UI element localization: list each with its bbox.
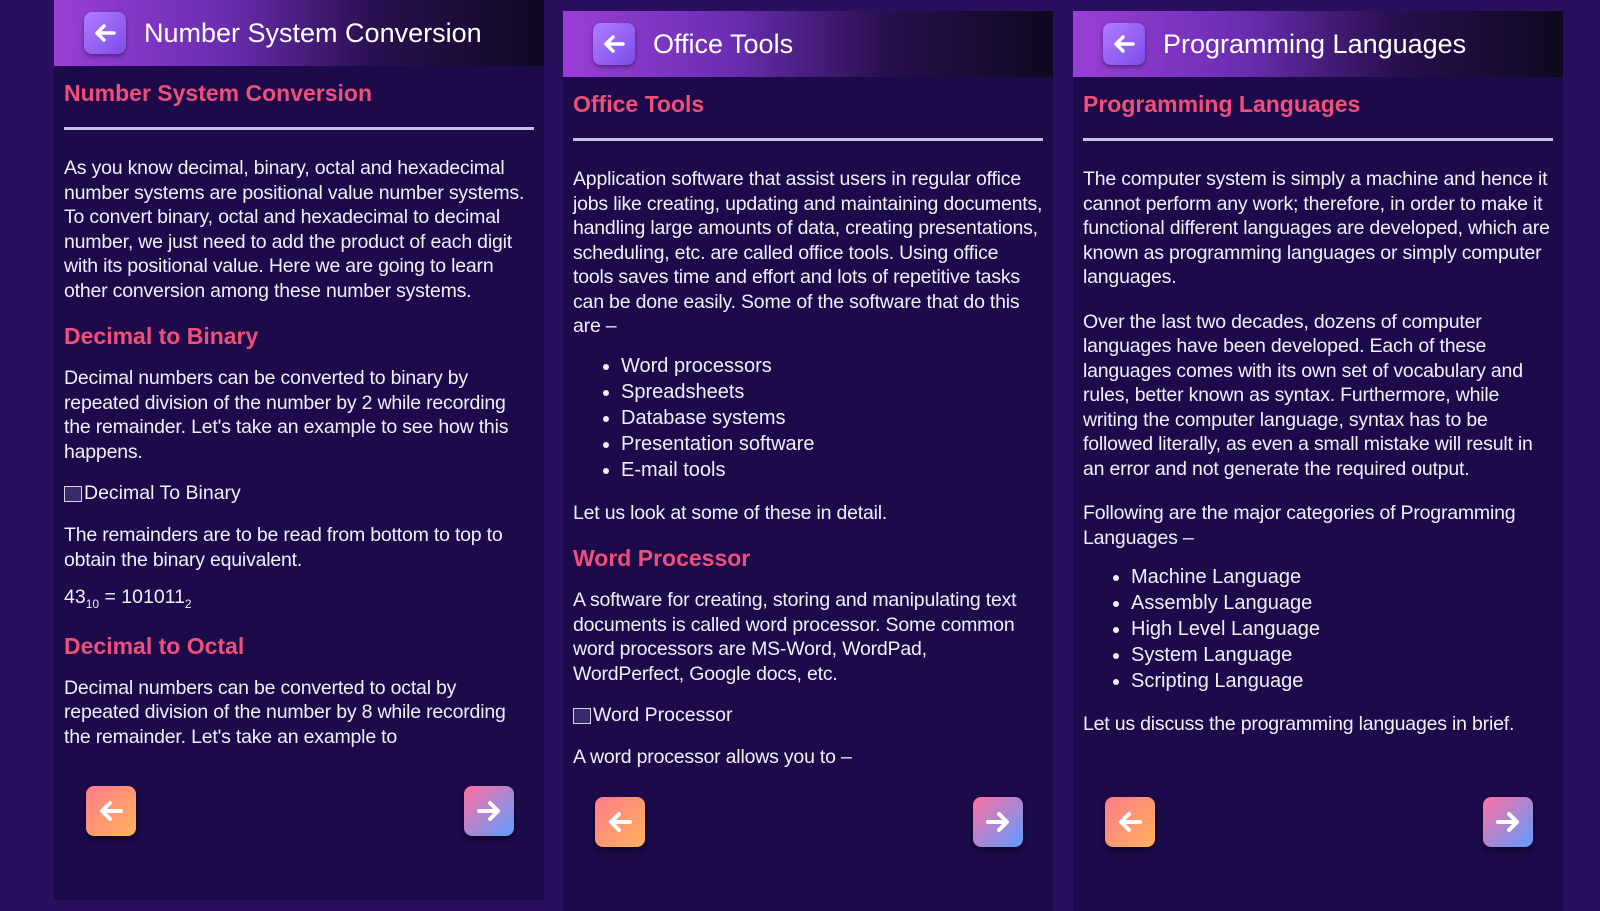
- section-paragraph: Decimal numbers can be converted to octal by repeated division of the number by 8 while recording the remainder. Let's take an example to: [64, 676, 506, 748]
- formula-result: = 101011: [99, 586, 185, 608]
- broken-image-icon: [64, 486, 82, 502]
- image-alt-text: Decimal To Binary: [84, 482, 241, 504]
- next-button[interactable]: [464, 786, 514, 836]
- bullet-list: [1083, 564, 1553, 694]
- image-alt-text: Word Processor: [593, 704, 733, 726]
- formula: [64, 586, 534, 611]
- list-item: • Machine Language: [1131, 564, 1553, 590]
- panel-number-system: [54, 0, 544, 900]
- formula-sub: 10: [85, 596, 100, 611]
- back-arrow-icon[interactable]: [593, 23, 635, 65]
- app-header: [563, 11, 1053, 77]
- broken-image: [64, 482, 534, 505]
- list-item: • Spreadsheets: [621, 379, 1043, 405]
- paragraph: Following are the major categories of Programming Languages –: [1083, 502, 1516, 549]
- previous-button[interactable]: [595, 797, 645, 847]
- arrow-left-icon: [605, 807, 635, 837]
- arrow-right-icon: [474, 796, 504, 826]
- page-heading: Programming Languages: [1083, 91, 1361, 117]
- section-paragraph: A software for creating, storing and manipulating text documents is called word processor. Some common word processors are MS-Word, WordPad, WordPerfect, Google docs, etc.: [573, 589, 1017, 685]
- content-area: [54, 66, 544, 749]
- section-heading: Decimal to Octal: [64, 632, 245, 659]
- divider: [573, 138, 1043, 141]
- section-paragraph: The remainders are to be read from bottom to top to obtain the binary equivalent.: [64, 524, 503, 571]
- back-arrow-icon[interactable]: [1103, 23, 1145, 65]
- section-paragraph: Decimal numbers can be converted to binary by repeated division of the number by 2 while recording the remainder. Let's take an example to see how this happens.: [64, 367, 509, 463]
- panel-office-tools: [563, 11, 1053, 911]
- list-item: • Scripting Language: [1131, 668, 1553, 694]
- panel-programming-languages: [1073, 11, 1563, 911]
- section-heading: Decimal to Binary: [64, 323, 259, 349]
- section-heading: Word Processor: [573, 545, 751, 571]
- content-area: [563, 77, 1053, 770]
- previous-button[interactable]: [86, 786, 136, 836]
- list-item: • Assembly Language: [1131, 590, 1553, 616]
- app-header: [1073, 11, 1563, 77]
- paragraph: Let us discuss the programming languages in brief.: [1083, 713, 1515, 735]
- section-paragraph: Let us look at some of these in detail.: [573, 501, 888, 524]
- intro-paragraph: Application software that assist users in regular office jobs like creating, updating and maintaining documents, handling large amounts of data, creating presentations, scheduling, etc. are called office tools. Using office tools saves time and effort and lots of repetitive tasks can be done easily. Some of the software that do this are –: [573, 168, 1043, 337]
- list-item: • E-mail tools: [621, 457, 1043, 483]
- header-title: Programming Languages: [1163, 28, 1467, 59]
- back-arrow-icon[interactable]: [84, 12, 126, 54]
- list-item: • System Language: [1131, 642, 1553, 668]
- list-item: • High Level Language: [1131, 616, 1553, 642]
- next-button[interactable]: [1483, 797, 1533, 847]
- intro-paragraph: As you know decimal, binary, octal and hexadecimal number systems are positional value number systems. To convert binary, octal and hexadecimal to decimal number, we just need to add the product of each digit with its positional value. Here we are going to learn other conversion among these number systems.: [64, 157, 525, 302]
- list-item: • Presentation software: [621, 431, 1043, 457]
- header-title: Number System Conversion: [144, 17, 482, 48]
- arrow-left-icon: [96, 796, 126, 826]
- formula-sub: 2: [184, 596, 192, 611]
- intro-paragraph: The computer system is simply a machine and hence it cannot perform any work; therefore, in order to make it functional different languages are developed, which are known as programming languages or simply computer languages.: [1083, 168, 1550, 288]
- divider: [64, 127, 534, 130]
- previous-button[interactable]: [1105, 797, 1155, 847]
- section-paragraph: A word processor allows you to –: [573, 746, 852, 768]
- bullet-list: [573, 353, 1043, 483]
- next-button[interactable]: [973, 797, 1023, 847]
- page-heading: Number System Conversion: [64, 80, 373, 106]
- broken-image: [573, 704, 1043, 727]
- list-item: • Database systems: [621, 405, 1043, 431]
- paragraph: Over the last two decades, dozens of computer languages have been developed. Each of these languages comes with its own set of vocabulary and rules, better known as syntax. Furthermore, while writing the computer language, syntax has to be followed literally, as even a small mistake will result in an error and not generate the required output.: [1083, 310, 1533, 480]
- header-title: Office Tools: [653, 28, 794, 59]
- list-item: • Word processors: [621, 353, 1043, 379]
- arrow-right-icon: [1493, 807, 1523, 837]
- arrow-right-icon: [983, 807, 1013, 837]
- formula-base: 43: [64, 586, 86, 608]
- page-heading: Office Tools: [573, 91, 705, 117]
- divider: [1083, 138, 1553, 141]
- arrow-left-icon: [1115, 807, 1145, 837]
- content-area: [1073, 77, 1563, 737]
- app-header: [54, 0, 544, 66]
- broken-image-icon: [573, 708, 591, 724]
